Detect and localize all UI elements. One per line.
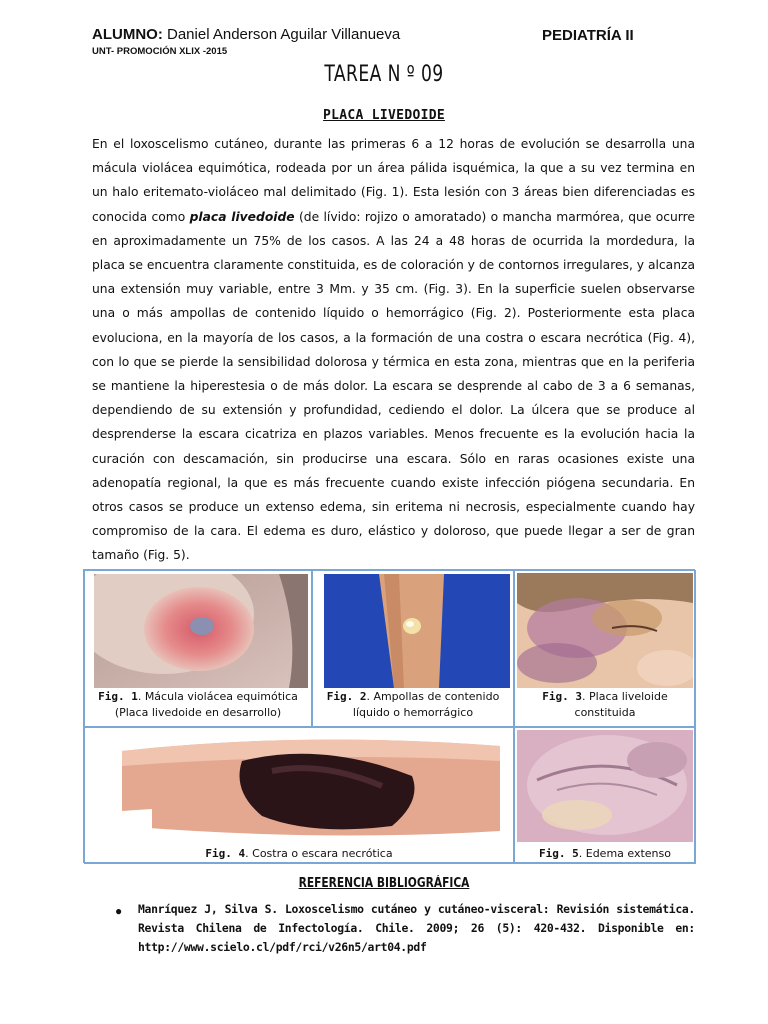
body-text-part-2: (de lívido: rojizo o amoratado) o mancha marmórea, que ocurre en aproximadamente un 75% de los casos. A las 24 a 48 horas de ocurrida la mordedura, la placa se encuentra claramente constituida, es de coloración y de contornos irregulares, y alcanza una extensión muy variable, entre 3 Mm. y 35 cm. (Fig. 3). En la superficie suelen observarse una o más ampollas de contenido líquido o hemorrágico (Fig. 2). Posteriormente esta placa evoluciona, en la mayoría de los casos, a la formación de una costra o escara necrótica (Fig. 4), con lo que se pierde la sensibilidad dolorosa y térmica en esta zona, mientras que en la periferia se mantiene la hiperestesia o de más dolor. La escara se desprende al cabo de 3 a 6 semanas, dependiendo de su extensión y profundidad, cediendo el dolor. La úlcera que se produce al desprenderse la escara cicatriza en plazos variables. Menos frecuente es la evolución hacia la curación con descamación, sin producirse una escara. Sólo en raras ocasiones existe una adenopatía regional, la que es más frecuente cuando existe infección piógena secundaria. En otros casos se produce un extenso edema, sin eritema ni necrosis, especialmente cuando hay compromiso de la cara. El edema es duro, elástico y doloroso, que puede llegar a ser de gran tamaño (Fig. 5). [92, 209, 695, 563]
figure-4-cell [84, 727, 514, 864]
reference-item: Manríquez J, Silva S. Loxoscelismo cutáneo y cutáneo-visceral: Revisión sistemática. Revista Chilena de Infectología. Chile. 2009; 26 (5): 420-432. Disponible en: http://www.scielo.cl/pdf/rci/v26n5/art04.pdf [138, 902, 695, 954]
figure-3-label: Fig. 3 [542, 690, 583, 703]
body-text-part-1: En el loxoscelismo cutáneo, durante las primeras 6 a 12 horas de evolución se desarrolla una mácula violácea equimótica, rodeada por un área pálida isquémica, la que a su vez termina en un halo eritemato-violáceo mal delimitado (Fig. 1). Esta lesión con 3 áreas bien diferenciadas es conocida como [92, 137, 695, 224]
figure-2-caption [313, 689, 513, 721]
figure-4-caption-a: . Costra o escara necrótica [245, 847, 393, 860]
figure-5-caption [515, 846, 695, 862]
figure-2-cell [312, 570, 514, 727]
figure-2-caption-b: líquido o hemorrágico [352, 706, 474, 719]
references-title: REFERENCIA BIBLIOGRÁFICA [298, 876, 470, 891]
figure-2-caption-a: . Ampollas de contenido [366, 690, 500, 703]
figure-4-image [122, 731, 500, 842]
task-title: TAREA N º 09 [324, 62, 444, 87]
figure-4-label: Fig. 4 [205, 847, 246, 860]
figure-1-caption-a: . Mácula violácea equimótica [137, 690, 298, 703]
figure-5-image [517, 730, 693, 842]
course-name: PEDIATRÍA II [542, 27, 634, 44]
figure-1-label: Fig. 1 [98, 690, 138, 703]
highlight-term: placa livedoide [189, 209, 295, 224]
promotion: UNT- PROMOCIÓN XLIX -2015 [92, 46, 228, 57]
figure-3-image [517, 573, 693, 688]
student-name: Daniel Anderson Aguilar Villanueva [167, 26, 401, 43]
figure-4-caption [85, 846, 513, 862]
figure-5-caption-a: . Edema extenso [578, 847, 671, 860]
figure-5-label: Fig. 5 [539, 847, 579, 860]
bullet-icon: ● [115, 904, 123, 918]
section-title: PLACA LIVEDOIDE [323, 108, 445, 123]
header-left [92, 26, 400, 57]
figure-3-cell [514, 570, 696, 727]
figure-2-image [324, 574, 510, 688]
figure-1-caption [85, 689, 311, 721]
figure-2-label: Fig. 2 [326, 690, 367, 703]
body-paragraph [92, 132, 695, 568]
figure-3-caption-a: . Placa liveloide [582, 690, 668, 703]
figure-1-cell [84, 570, 312, 727]
figure-3-caption-b: constituida [574, 706, 636, 719]
figure-1-caption-b: (Placa livedoide en desarrollo) [114, 706, 282, 719]
student-label: ALUMNO: [92, 26, 163, 43]
figure-grid [83, 569, 695, 863]
figure-5-cell [514, 727, 696, 864]
figure-3-caption [515, 689, 695, 721]
student-line [92, 26, 400, 44]
figure-1-image [94, 574, 308, 688]
